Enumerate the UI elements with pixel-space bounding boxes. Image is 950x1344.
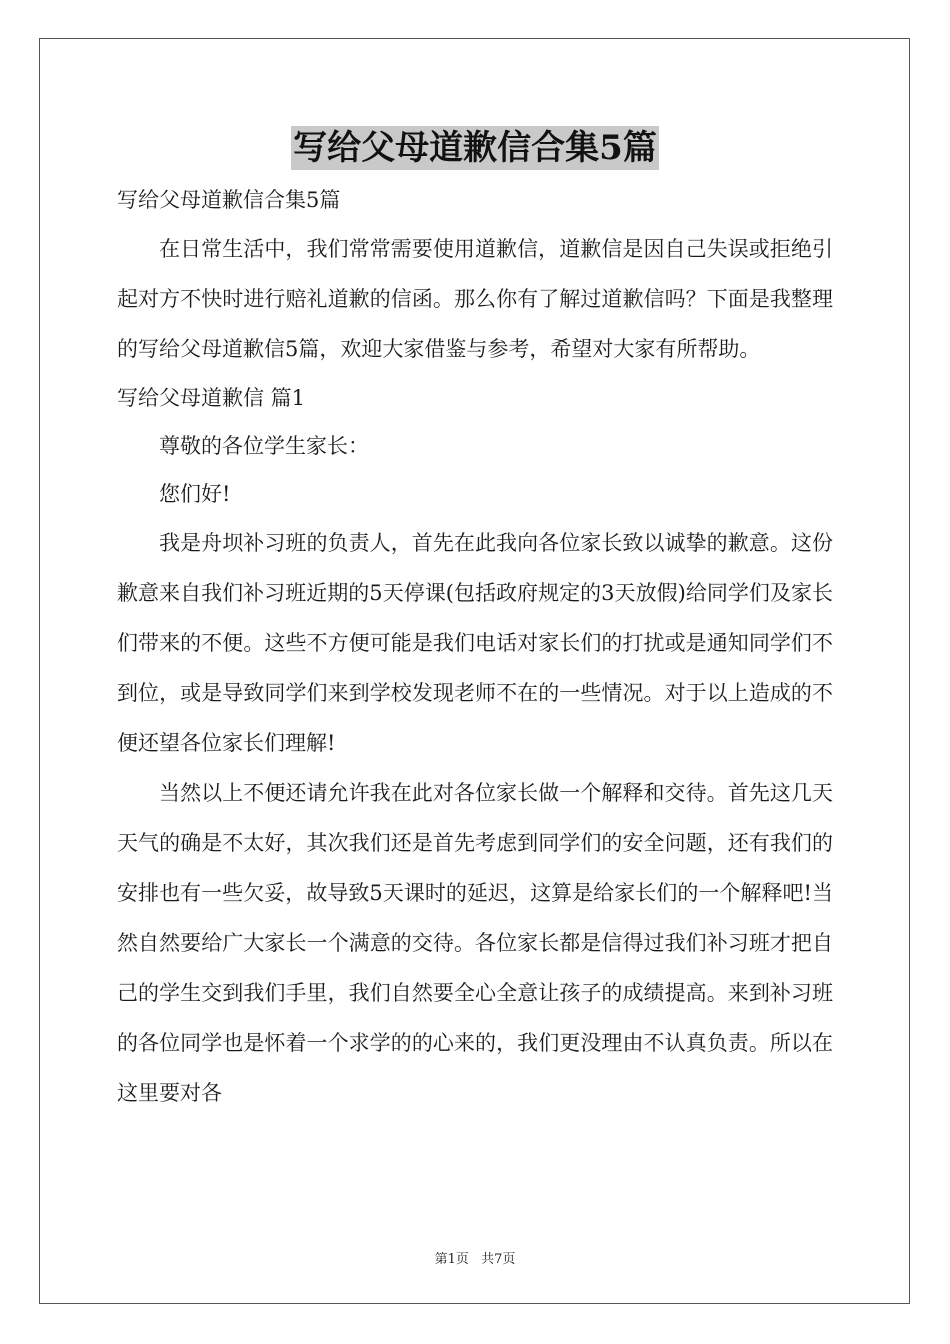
section-heading: 写给父母道歉信 篇1	[117, 386, 306, 410]
document-title: 写给父母道歉信合集5篇	[293, 128, 657, 168]
document-body	[117, 176, 833, 1118]
body-paragraph-2: 当然以上不便还请允许我在此对各位家长做一个解释和交待。首先这几天天气的确是不太好，其次我们还是首先考虑到同学们的安全问题，还有我们的安排也有一些欠妥，故导致5天课时的延迟，这算是给家长们的一个解释吧!当然自然要给广大家长一个满意的交待。各位家长都是信得过我们补习班才把自己的学生交到我们手里，我们自然要全心全意让孩子的成绩提高。来到补习班的各位同学也是怀着一个求学的的心来的，我们更没理由不认真负责。所以在这里要对各	[117, 781, 833, 1105]
salutation: 尊敬的各位学生家长：	[159, 434, 369, 458]
title-wrap	[0, 126, 950, 170]
intro-paragraph: 在日常生活中，我们常常需要使用道歉信，道歉信是因自己失误或拒绝引起对方不快时进行赔礼道歉的信函。那么你有了解过道歉信吗？下面是我整理的写给父母道歉信5篇，欢迎大家借鉴与参考，希望对大家有所帮助。	[117, 237, 833, 361]
page-number: 第1页	[434, 1252, 469, 1267]
document-subtitle: 写给父母道歉信合集5篇	[117, 188, 341, 212]
page-footer	[0, 1248, 950, 1267]
greeting: 您们好!	[159, 482, 231, 506]
page-total: 共7页	[481, 1252, 516, 1267]
body-paragraph-1: 我是舟坝补习班的负责人，首先在此我向各位家长致以诚挚的歉意。这份歉意来自我们补习班近期的5天停课(包括政府规定的3天放假)给同学们及家长们带来的不便。这些不方便可能是我们电话对家长们的打扰或是通知同学们不到位，或是导致同学们来到学校发现老师不在的一些情况。对于以上造成的不便还望各位家长们理解!	[117, 531, 833, 755]
